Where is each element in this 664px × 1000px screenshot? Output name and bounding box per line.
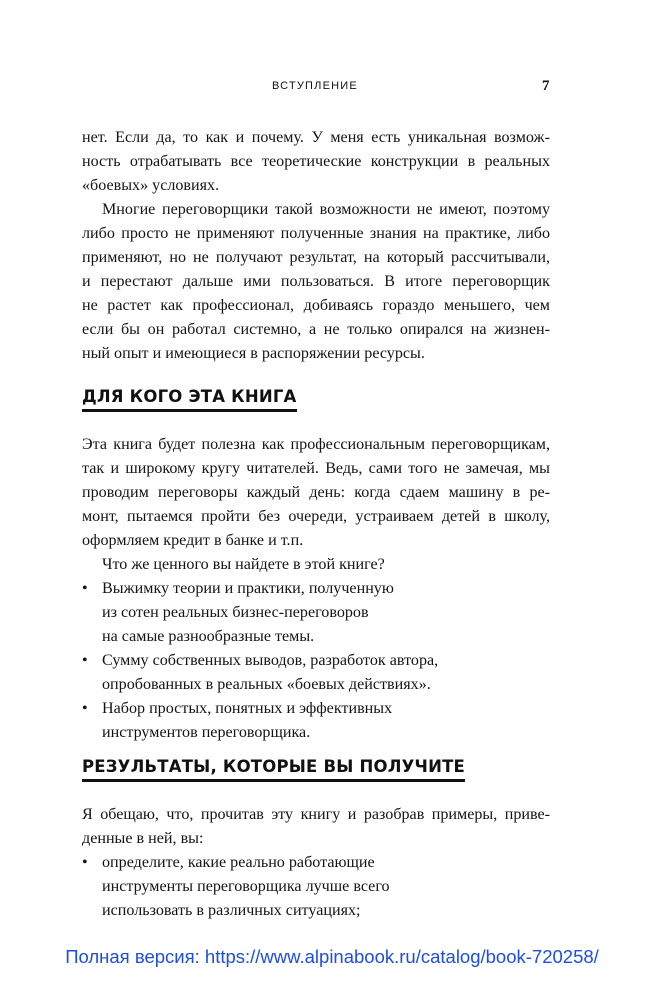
- text-line: денные в ней, вы:: [82, 830, 204, 847]
- text-line: Что же ценного вы найдете в этой книге?: [102, 556, 385, 573]
- text-line: либо просто не применяют полученные знания на практике, либо: [82, 225, 550, 242]
- text-line: проводим переговоры каждый день: когда сдаем машину в ре-: [82, 484, 550, 501]
- text-line: Многие переговорщики такой возможности не имеют, поэтому: [102, 201, 550, 218]
- bullet-line: Набор простых, понятных и эффективных: [102, 700, 393, 717]
- text-line: если бы он работал системно, а не только опирался на жизнен-: [82, 321, 550, 338]
- running-title: ВСТУПЛЕНИЕ: [272, 80, 358, 92]
- text-line: ность отрабатывать все теоретические конструкции в реальных: [82, 153, 550, 170]
- text-line: так и широкому кругу читателей. Ведь, сами того не замечая, мы: [82, 460, 550, 477]
- text-line: Эта книга будет полезна как профессиональным переговорщикам,: [82, 436, 550, 453]
- page-number: 7: [542, 78, 550, 94]
- bullet-line: определите, какие реально работающие: [102, 854, 375, 871]
- text-line: применяют, но не получают результат, на который рассчитывали,: [82, 249, 550, 266]
- bullet-icon: •: [82, 700, 88, 717]
- full-version-link[interactable]: Полная версия: https://www.alpinabook.ru/catalog/book-720258/: [65, 946, 599, 967]
- text-line: ный опыт и имеющиеся в распоряжении ресурсы.: [82, 345, 425, 362]
- bullet-icon: •: [82, 580, 88, 597]
- running-head: [0, 80, 664, 96]
- bullet-line: Выжимку теории и практики, полученную: [102, 580, 394, 597]
- text-line: нет. Если да, то как и почему. У меня есть уникальная возмож-: [82, 129, 550, 146]
- bullet-icon: •: [82, 652, 88, 669]
- bullet-line: из сотен реальных бизнес-переговоров: [102, 604, 369, 621]
- text-line: и перестают дальше ими пользоваться. В итоге переговорщик: [82, 273, 550, 290]
- text-line: монт, пытаемся пройти без очереди, устраиваем детей в школу,: [82, 508, 550, 525]
- bullet-line: Сумму собственных выводов, разработок автора,: [102, 652, 439, 669]
- bullet-line: инструментов переговорщика.: [102, 724, 311, 741]
- text-line: не растет как профессионал, добиваясь гораздо меньшего, чем: [82, 297, 550, 314]
- text-line: оформляем кредит в банке и т.п.: [82, 532, 304, 549]
- section-heading-for-whom: ДЛЯ КОГО ЭТА КНИГА: [82, 387, 297, 412]
- text-line: «боевых» условиях.: [82, 177, 220, 194]
- bullet-line: на самые разнообразные темы.: [102, 628, 315, 645]
- section-heading-results: РЕЗУЛЬТАТЫ, КОТОРЫЕ ВЫ ПОЛУЧИТЕ: [82, 757, 465, 782]
- bullet-line: опробованных в реальных «боевых действиях».: [102, 676, 431, 693]
- text-line: Я обещаю, что, прочитав эту книгу и разобрав примеры, приве-: [82, 806, 550, 823]
- bullet-line: использовать в различных ситуациях;: [102, 902, 361, 919]
- bullet-icon: •: [82, 854, 88, 871]
- bullet-line: инструменты переговорщика лучше всего: [102, 878, 390, 895]
